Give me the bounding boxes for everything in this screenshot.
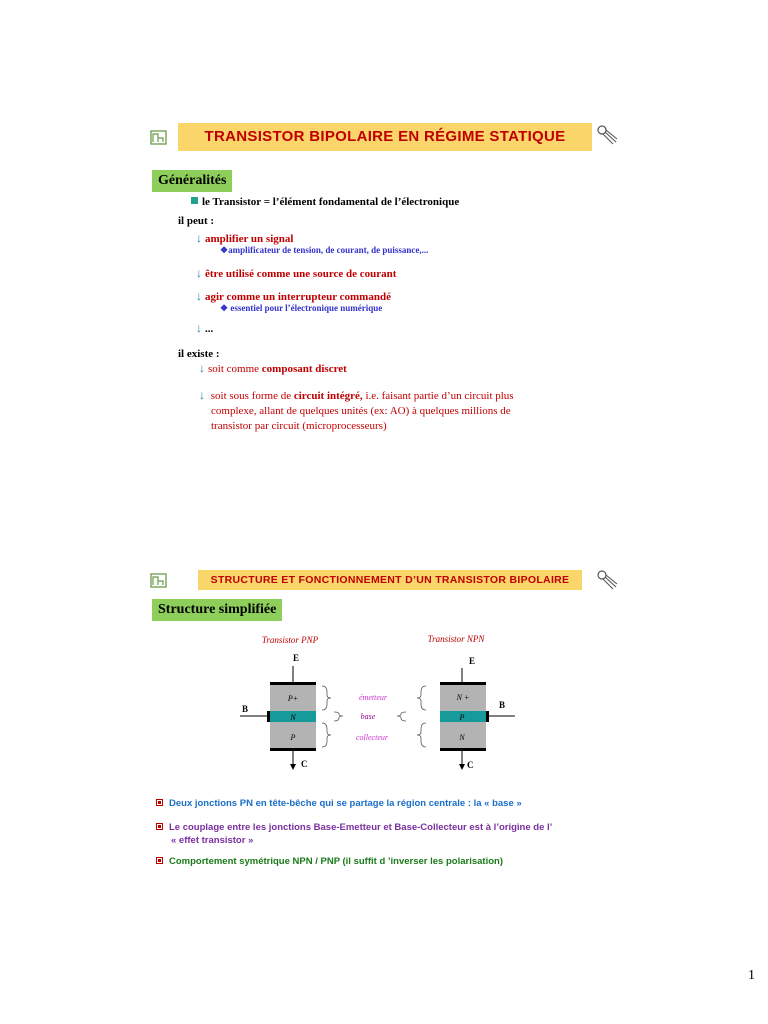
section-structure-label: Structure simplifiée: [158, 602, 277, 617]
brace-icon: [334, 712, 343, 721]
note-1: [156, 798, 522, 809]
pnp-bot-region-label: P: [290, 733, 296, 742]
npn-label: Transistor NPN: [427, 634, 485, 644]
il-peut-label: il peut :: [178, 215, 215, 227]
note-3-text: Comportement symétrique NPN / PNP (il suffit d ’inverser les polarisation): [169, 856, 503, 867]
pnp-bottom-plate: [270, 748, 316, 751]
down-arrow-icon: ↓: [196, 231, 202, 245]
item-ellipsis: [196, 321, 213, 336]
slide1-title-text: TRANSISTOR BIPOLAIRE EN RÉGIME STATIQUE: [204, 128, 566, 145]
npn-mid-region-label: P: [459, 713, 465, 722]
npn-bot-region-label: N: [459, 733, 465, 742]
down-arrow-icon: ↓: [199, 388, 205, 402]
existe-integre-pre: soit sous forme de: [210, 390, 292, 402]
sub-amplifier-text: amplificateur de tension, de courant, de puissance,...: [228, 245, 429, 255]
section-generalites-label: Généralités: [158, 173, 227, 188]
item-amplifier: [196, 231, 293, 246]
note-2-line2: « effet transistor »: [171, 835, 254, 846]
intro-bullet: [191, 196, 459, 208]
pnp-base-terminal: B: [241, 704, 249, 714]
transistor-icon: [596, 124, 618, 146]
down-arrow-icon: ↓: [196, 321, 202, 335]
transistor-structure-diagram: [230, 628, 520, 778]
pnp-collector-arrow: [290, 764, 296, 770]
intro-bullet-text: le Transistor = l’élément fondamental de l’électronique: [202, 196, 460, 208]
note-3: [156, 856, 503, 867]
existe-integre-line3: transistor par circuit (microprocesseurs): [211, 420, 387, 432]
item-amplifier-text: amplifier un signal: [205, 233, 294, 245]
existe-integre-line2: complexe, allant de quelques unités (ex: AO) à quelques millions de: [211, 405, 511, 417]
item-ellipsis-text: ...: [205, 323, 214, 335]
item-source: [196, 266, 396, 281]
item-source-text: être utilisé comme une source de courant: [205, 268, 397, 280]
pnp-emitter-terminal: E: [292, 653, 300, 663]
transistor-icon: [596, 569, 618, 591]
down-arrow-icon: ↓: [196, 289, 202, 303]
emitter-label: émetteur: [359, 693, 387, 702]
pnp-collector-terminal: C: [301, 759, 308, 769]
diamond-bullet-icon: ❖: [220, 303, 229, 313]
existe-discret: [199, 361, 347, 376]
slide1-title: [178, 123, 592, 151]
sub-amplifier: [220, 245, 428, 256]
npn-collector-arrow: [459, 764, 465, 770]
square-bullet-icon: [156, 799, 163, 806]
pnp-mid-region-label: N: [290, 713, 296, 722]
existe-integre-bold: circuit intégré,: [293, 390, 363, 402]
existe-integre: [199, 388, 587, 434]
slide-icon: [150, 571, 168, 589]
note-1-text: Deux jonctions PN en tête-bêche qui se partage la région centrale : la « base »: [169, 798, 522, 809]
note-2-text: Le couplage entre les jonctions Base-Emetteur et Base-Collecteur est à l’origine de l’: [169, 822, 553, 833]
pnp-top-plate: [270, 682, 316, 685]
existe-discret-bold: composant discret: [261, 363, 347, 375]
npn-base-contact: [486, 711, 489, 722]
down-arrow-icon: ↓: [199, 361, 205, 375]
section-generalites: [152, 170, 232, 192]
brace-icon: [417, 686, 426, 710]
item-switch: [196, 289, 391, 304]
slide-icon: [150, 128, 168, 146]
npn-collector-terminal: C: [467, 760, 474, 770]
base-label: base: [360, 712, 376, 721]
npn-bottom-plate: [440, 748, 486, 751]
brace-icon: [322, 723, 331, 747]
down-arrow-icon: ↓: [196, 266, 202, 280]
slide2-title: [198, 570, 582, 590]
square-bullet-icon: [191, 197, 198, 204]
square-bullet-icon: [156, 823, 163, 830]
existe-discret-pre: soit comme: [208, 363, 260, 375]
existe-integre-line1: [199, 388, 587, 404]
page-number: 1: [748, 968, 755, 983]
brace-icon: [322, 686, 331, 710]
sub-switch: [220, 303, 382, 314]
existe-integre-rest: i.e. faisant partie d’un circuit plus: [365, 390, 514, 402]
collector-label: collecteur: [356, 733, 388, 742]
item-switch-text: agir comme un interrupteur commandé: [205, 291, 391, 303]
brace-icon: [397, 712, 406, 721]
npn-top-plate: [440, 682, 486, 685]
brace-icon: [417, 723, 426, 747]
pnp-top-region-label: P+: [287, 694, 299, 703]
square-bullet-icon: [156, 857, 163, 864]
slide2-title-text: STRUCTURE ET FONCTIONNEMENT D’UN TRANSISTOR BIPOLAIRE: [210, 574, 570, 586]
il-existe-label: il existe :: [178, 348, 220, 360]
note-2-line1: [156, 821, 552, 834]
pnp-label: Transistor PNP: [261, 635, 319, 645]
npn-emitter-terminal: E: [468, 656, 476, 666]
npn-top-region-label: N +: [456, 693, 470, 702]
npn-base-terminal: B: [498, 700, 506, 710]
pnp-base-contact: [267, 711, 270, 722]
section-structure: [152, 599, 282, 621]
sub-switch-text: essentiel pour l’électronique numérique: [230, 303, 383, 313]
diamond-bullet-icon: ❖: [220, 245, 229, 255]
note-2: [156, 821, 552, 847]
